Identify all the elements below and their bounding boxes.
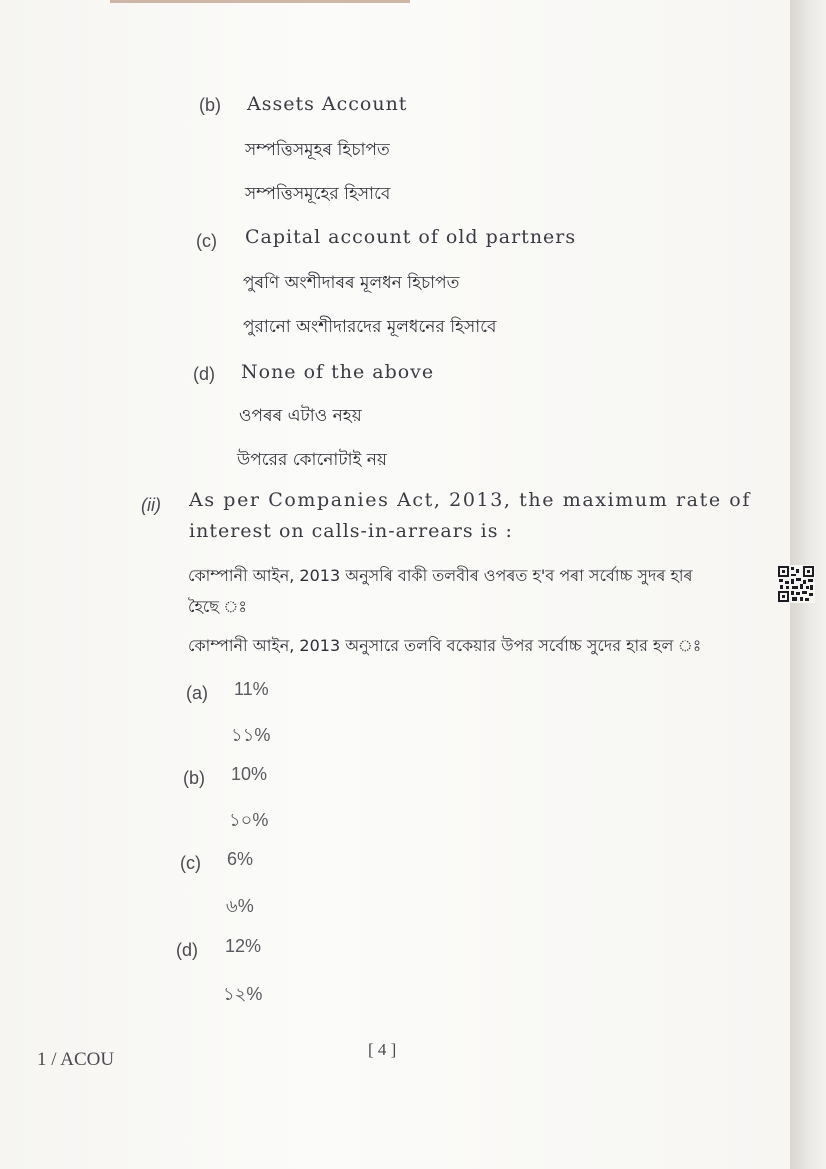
option-d2-label: (d) [176,940,198,960]
paper-code: 1 / ACOU [37,1049,115,1070]
option-c-bengali: পুরানো অংশীদারদের মূলধনের হিসাবে [243,317,497,337]
question-ii-english-line2: interest on calls-in-arrears is : [189,520,513,542]
question-ii-assamese-line1: কোম্পানী আইন, 2013 অনুসৰি বাকী তলবীৰ ওপৰত হ'ব পৰা সৰ্বোচ্চ সুদৰ হাৰ [188,566,693,585]
option-b-assamese: সম্পত্তিসমূহৰ হিচাপত [245,140,390,160]
option-d2-value: 12% [225,936,262,956]
option-a-value: 11% [234,679,269,699]
page-number: [ 4 ] [368,1040,397,1059]
question-ii-english-line1: As per Companies Act, 2013, the maximum rate of [189,489,751,511]
option-a-label: (a) [186,683,208,703]
option-c-english: Capital account of old partners [245,226,577,248]
option-b-label: (b) [199,95,221,115]
option-b-english: Assets Account [247,93,408,115]
option-d-bengali: উপরের কোনোটাই নয় [237,450,387,470]
option-b2-native: ১০% [229,810,269,830]
option-c2-label: (c) [180,853,201,873]
option-c2-native: ৬% [226,896,254,916]
option-d-english: None of the above [241,361,435,383]
question-ii-assamese-line2: হৈছে ঃ [188,597,247,616]
option-b2-value: 10% [231,764,268,784]
option-c2-value: 6% [227,849,254,869]
question-ii-bengali-line1: কোম্পানী আইন, 2013 অনুসারে তলবি বকেয়ার উপর সর্বোচ্চ সুদের হার হল ঃ [188,636,702,655]
option-c-assamese: পুৰণি অংশীদাৰৰ মূলধন হিচাপত [243,273,460,293]
question-ii-label: (ii) [141,495,161,515]
option-d-label: (d) [193,364,215,384]
top-edge-band [110,0,410,3]
qr-code-icon [777,565,815,603]
option-d-assamese: ওপৰৰ এটাও নহয় [239,406,362,426]
option-c-label: (c) [196,231,217,251]
option-b-bengali: সম্পত্তিসমূহের হিসাবে [245,184,391,204]
option-d2-native: ১২% [223,984,263,1004]
option-b2-label: (b) [183,768,205,788]
option-a-native: ১১% [231,725,271,745]
